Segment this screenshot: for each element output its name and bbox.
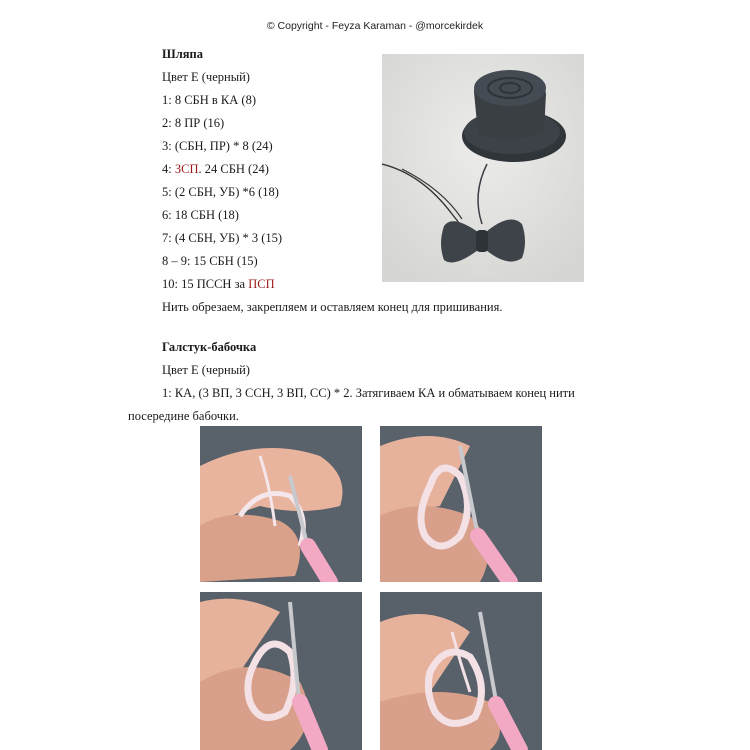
hat-finish: Нить обрезаем, закрепляем и оставляем конец для пришивания.: [162, 300, 503, 314]
bowtie-row-1: 1: КА, (3 ВП, 3 ССН, 3 ВП, СС) * 2. Затягиваем КА и обматываем конец нити: [162, 386, 575, 400]
bowtie-title: Галстук-бабочка: [162, 340, 257, 354]
hat-row-4: [162, 162, 269, 177]
hat-row-10: [162, 277, 275, 292]
step-photo-1: [200, 426, 362, 582]
hat-row-4-red: ЗСП: [174, 162, 199, 176]
hat-row-3: 3: (СБН, ПР) * 8 (24): [162, 139, 273, 153]
hat-row-4-rest: . 24 СБН (24): [198, 162, 269, 176]
hat-row-2: 2: 8 ПР (16): [162, 116, 225, 130]
hat-row-1: 1: 8 СБН в КА (8): [162, 93, 256, 107]
hat-row-5: 5: (2 СБН, УБ) *6 (18): [162, 185, 279, 199]
step-photo-4: [380, 592, 542, 750]
hat-row-10-red: ПСП: [248, 277, 275, 291]
copyright-header: © Copyright - Feyza Karaman - @morcekirdek: [266, 20, 484, 32]
step-photo-3: [200, 592, 362, 750]
hat-title: Шляпа: [162, 47, 203, 61]
hat-row-7: 7: (4 СБН, УБ) * 3 (15): [162, 231, 283, 245]
bowtie-color: Цвет E (черный): [162, 363, 250, 377]
hat-bowtie-photo: [382, 54, 584, 282]
bowtie-row-1-cont: посередине бабочки.: [128, 409, 239, 423]
hat-color: Цвет E (черный): [162, 70, 250, 84]
hat-row-6: 6: 18 СБН (18): [162, 208, 239, 222]
hat-row-8-9: 8 – 9: 15 СБН (15): [162, 254, 258, 268]
hat-row-10-prefix: 10: 15 ПССН за: [162, 277, 249, 291]
hat-row-4-prefix: 4:: [162, 162, 175, 176]
step-photo-2: [380, 426, 542, 582]
